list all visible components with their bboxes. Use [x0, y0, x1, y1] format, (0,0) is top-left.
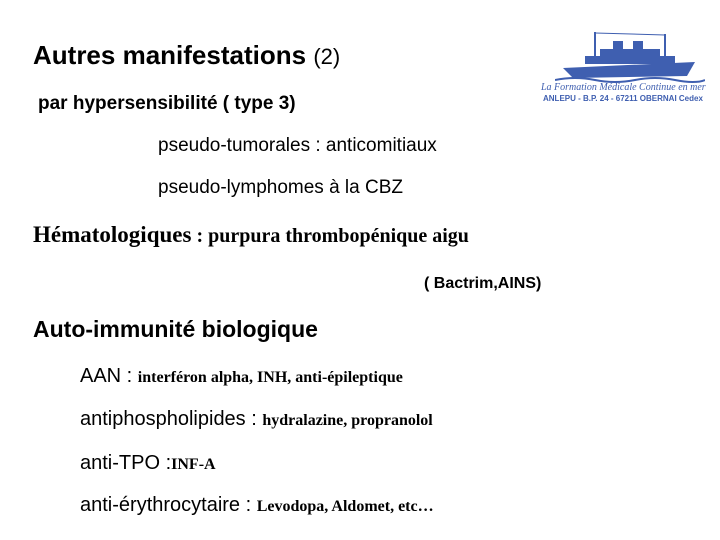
- line-anti-erythrocytaire: [80, 494, 434, 517]
- slide-title-main: Autres manifestations: [33, 40, 307, 70]
- logo-line2: ANLEPU - B.P. 24 - 67211 OBERNAI Cedex: [543, 94, 703, 103]
- line-bactrim-ains: ( Bactrim,AINS): [424, 275, 542, 292]
- logo-line1: La Formation Médicale Continue en mer: [541, 82, 706, 93]
- slide-title-sub: (2): [313, 44, 341, 69]
- line-hematologiques: [33, 222, 469, 248]
- anti-erythrocytaire-text: Levodopa, Aldomet, etc…: [256, 498, 434, 515]
- ship-logo-icon: [555, 30, 705, 84]
- line-antiphospholipides: [80, 408, 433, 431]
- line-hypersensibilite: par hypersensibilité ( type 3): [38, 93, 296, 114]
- line-anti-tpo: [80, 452, 216, 475]
- anti-tpo-label: anti-TPO :: [80, 452, 172, 474]
- line-auto-immunite: Auto-immunité biologique: [33, 316, 318, 342]
- line-pseudo-tumorales: pseudo-tumorales : anticomitiaux: [158, 135, 437, 156]
- antiphospholipides-text: hydralazine, propranolol: [262, 412, 433, 429]
- line-aan: [80, 365, 403, 388]
- antiphospholipides-label: antiphospholipides :: [80, 408, 263, 430]
- hematologiques-text: : purpura thrombopénique aigu: [191, 225, 469, 247]
- aan-label: AAN :: [80, 365, 138, 387]
- aan-text: interféron alpha, INH, anti-épileptique: [137, 369, 403, 386]
- anti-tpo-text: INF-A: [171, 456, 216, 473]
- slide-title: [33, 40, 340, 71]
- logo: [535, 30, 710, 110]
- hematologiques-heading: Hématologiques: [33, 222, 192, 247]
- line-pseudo-lymphomes: pseudo-lymphomes à la CBZ: [158, 177, 403, 198]
- anti-erythrocytaire-label: anti-érythrocytaire :: [80, 494, 257, 516]
